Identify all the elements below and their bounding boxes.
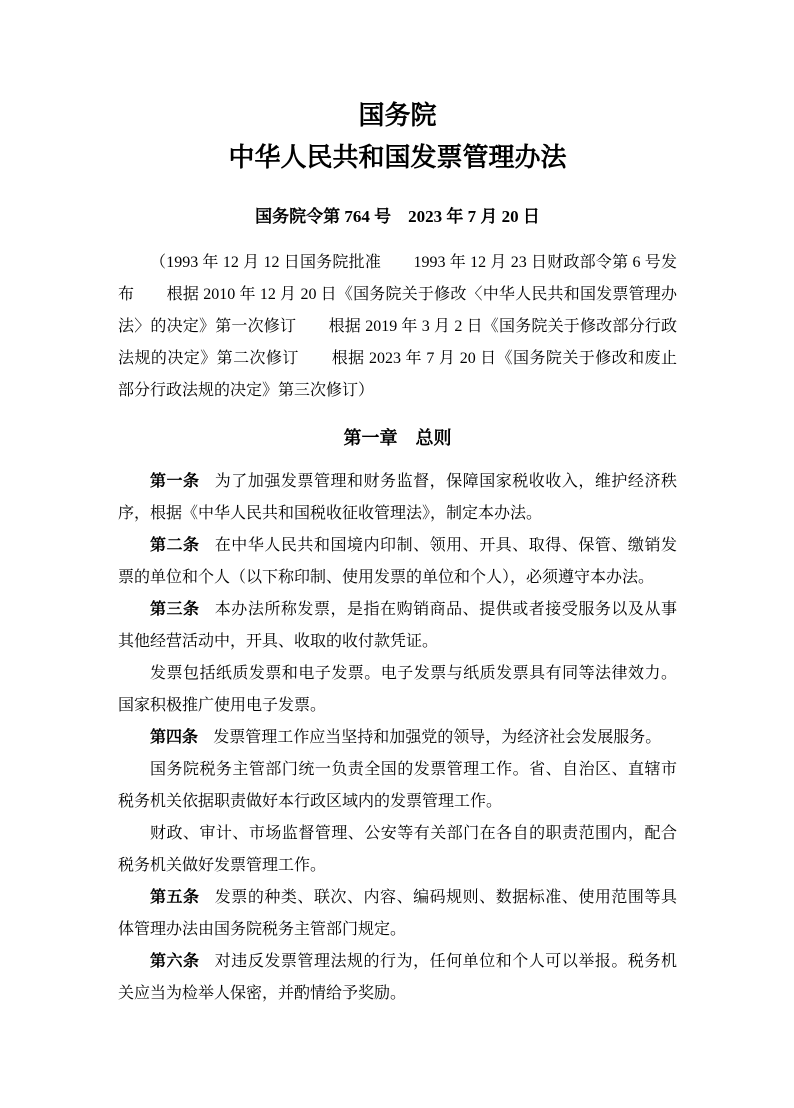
article-text: 本办法所称发票，是指在购销商品、提供或者接受服务以及从事其他经营活动中，开具、收取的收付款凭证。: [118, 601, 677, 651]
article-paragraph: [118, 722, 677, 754]
title-issuer: 国务院: [358, 101, 437, 131]
article-text: 在中华人民共和国境内印制、领用、开具、取得、保管、缴销发票的单位和个人（以下称印制、使用发票的单位和个人），必须遵守本办法。: [118, 537, 677, 587]
article-paragraph: [118, 658, 677, 722]
article-text: 对违反发票管理法规的行为，任何单位和个人可以举报。税务机关应当为检举人保密，并酌情给予奖励。: [118, 953, 677, 1003]
document-content: [0, 17, 794, 1010]
article-number: 第五条: [150, 889, 200, 907]
article-number: 第一条: [150, 473, 200, 491]
decree-number-and-date: 国务院令第 764 号 2023 年 7 月 20 日: [255, 207, 540, 227]
article-paragraph: [118, 466, 677, 530]
article-number: 第六条: [150, 953, 200, 971]
document-title: [118, 17, 677, 179]
article-paragraph: [118, 530, 677, 594]
article-text: 财政、审计、市场监督管理、公安等有关部门在各自的职责范围内，配合税务机关做好发票管理工作。: [118, 825, 677, 875]
article-number: 第四条: [150, 729, 199, 747]
article-text: 发票包括纸质发票和电子发票。电子发票与纸质发票具有同等法律效力。国家积极推广使用电子发票。: [118, 665, 677, 715]
article-text: 发票的种类、联次、内容、编码规则、数据标准、使用范围等具体管理办法由国务院税务主管部门规定。: [118, 889, 677, 939]
article-number: 第二条: [150, 537, 200, 555]
article-number: 第三条: [150, 601, 200, 619]
article-paragraph: [118, 594, 677, 658]
title-law-name: 中华人民共和国发票管理办法: [228, 143, 567, 173]
revision-preamble: （1993 年 12 月 12 日国务院批准 1993 年 12 月 23 日财政部令第 6 号发布 根据 2010 年 12 月 20 日《国务院关于修改〈中华人民共和国发票管理办法〉的决定》第一次修订 根据 2019 年 3 月 2 日《国务院关于修改部分行政法规的决定》第二次修订 根据 2023 年 7 月 20 日《国务院关于修改和废止部分行政法规的决定》第三次修订）: [118, 254, 677, 400]
article-text: 国务院税务主管部门统一负责全国的发票管理工作。省、自治区、直辖市税务机关依据职责做好本行政区域内的发票管理工作。: [118, 761, 677, 811]
article-list: [118, 466, 677, 1010]
article-text: 发票管理工作应当坚持和加强党的领导，为经济社会发展服务。: [213, 729, 662, 747]
article-paragraph: [118, 882, 677, 946]
article-paragraph: [118, 818, 677, 882]
article-text: 为了加强发票管理和财务监督，保障国家税收收入，维护经济秩序，根据《中华人民共和国税收征收管理法》，制定本办法。: [118, 473, 677, 523]
article-paragraph: [118, 754, 677, 818]
article-paragraph: [118, 946, 677, 1010]
chapter-heading: 第一章 总则: [343, 428, 452, 449]
